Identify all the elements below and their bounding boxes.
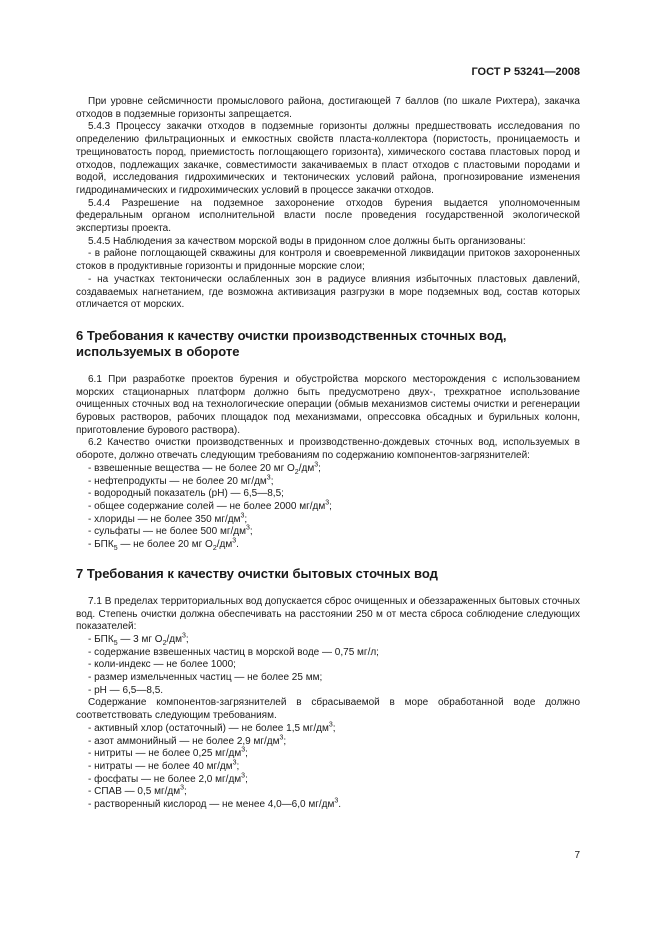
text-run: - азот аммонийный — не более 2,9 мг/дм <box>88 735 280 747</box>
sup-text: 3 <box>328 721 333 729</box>
text-run: - БПК <box>88 633 114 645</box>
text-run: - активный хлор (остаточный) — не более 1,5 мг/дм <box>88 722 329 734</box>
text-run: /дм <box>216 539 233 551</box>
list-item <box>76 723 580 736</box>
sup-text: 3 <box>241 772 246 780</box>
sup-text: 3 <box>314 461 319 469</box>
text-run: — 3 мг O <box>117 633 163 645</box>
paragraph: 6.2 Качество очистки производственных и производственно-дождевых сточных вод, используемых в обороте, должно отвечать следующим требованиям по содержанию компонентов-загрязнителей: <box>76 437 580 462</box>
text-run: - СПАВ — 0,5 мг/дм <box>88 786 181 798</box>
list-item <box>76 736 580 749</box>
list-item <box>76 501 580 514</box>
paragraph: 5.4.5 Наблюдения за качеством морской воды в придонном слое должны быть организованы: <box>88 235 526 247</box>
sup-text: 3 <box>325 499 330 507</box>
text-run: - БПК <box>88 539 114 551</box>
page-number: 7 <box>574 850 580 861</box>
sub-text: 2 <box>212 545 217 553</box>
text-run: ; <box>332 722 336 734</box>
text-run: - размер измельченных частиц — не более 25 мм; <box>88 672 323 684</box>
list-item <box>76 659 580 672</box>
list-item <box>76 761 580 774</box>
document-code-header: ГОСТ Р 53241—2008 <box>471 66 580 78</box>
list-item <box>76 786 580 799</box>
sub-text: 2 <box>294 468 299 476</box>
list-item <box>76 476 580 489</box>
paragraph: - в районе поглощающей скважины для контроля и своевременной ликвидации притоков захороненных стоков в продуктивные горизонты и придонные морские слои; <box>76 248 580 273</box>
paragraph: Содержание компонентов-загрязнителей в сбрасываемой в море обработанной воде должно соответствовать следующим требованиям. <box>76 697 580 722</box>
sup-text: 3 <box>279 734 284 742</box>
list-item <box>76 672 580 685</box>
sup-text: 3 <box>334 797 339 805</box>
sup-text: 3 <box>266 474 271 482</box>
text-run: ; <box>245 773 248 785</box>
section-spacer <box>76 552 580 566</box>
section-spacer <box>76 360 580 374</box>
text-run: - растворенный кислород — не менее 4,0—6,0 мг/дм <box>88 799 335 811</box>
section-spacer <box>76 582 580 596</box>
paragraph: 5.4.4 Разрешение на подземное захоронение отходов бурения выдается уполномоченным федеральным органом исполнительной власти после проведения государственной экологической экспертизы проекта. <box>76 197 580 235</box>
text-run: ; <box>184 786 187 798</box>
text-run: - содержание взвешенных частиц в морской воде — 0,75 мг/л; <box>88 646 379 658</box>
section-heading: 7 Требования к качеству очистки бытовых сточных вод <box>76 565 438 581</box>
paragraph: 7.1 В пределах территориальных вод допускается сброс очищенных и обеззараженных бытовых сточных вод. Степень очистки должна обеспечивать на расстоянии 250 м от места сброса соблюдение следующих показателей: <box>76 595 580 633</box>
sup-text: 3 <box>232 759 237 767</box>
text-run: ; <box>283 735 287 747</box>
list-item <box>76 647 580 660</box>
text-run: - водородный показатель (pH) — 6,5—8,5; <box>88 488 284 500</box>
text-run: - pH — 6,5—8,5. <box>88 684 164 696</box>
text-run: - нефтепродукты — не более 20 мг/дм <box>88 475 267 487</box>
text-run: /дм <box>166 633 182 645</box>
list-item <box>76 748 580 761</box>
section-heading: 6 Требования к качеству очистки производственных сточных вод, используемых в обороте <box>76 327 507 359</box>
sup-text: 3 <box>180 785 185 793</box>
text-run: . <box>236 539 239 551</box>
text-run: — не более 20 мг O <box>117 539 213 551</box>
text-run: ; <box>236 760 240 772</box>
list-item <box>76 799 580 812</box>
text-run: ; <box>245 748 248 760</box>
sub-text: 5 <box>113 545 118 553</box>
text-run: ; <box>270 475 274 487</box>
list-item <box>76 526 580 539</box>
text-run: /дм <box>298 462 315 474</box>
text-run: ; <box>244 513 248 525</box>
paragraph: 6.1 При разработке проектов бурения и обустройства морского месторождения с использованием морских стационарных платформ должно быть предусмотрено двух-, трехкратное использование очищенных сточных вод на технологические операции (обмыв механизмов системы очистки и регенерации буровых растворов, рабочих площадок под механизмами, опрессовка обсадных и бурильных колонн, приготовление бурового раствора). <box>76 373 580 436</box>
text-run: - хлориды — не более 350 мг/дм <box>88 513 241 525</box>
paragraph: - на участках тектонически ослабленных зон в радиусе влияния избыточных пластовых давлений, создаваемых нагнетанием, где возможна активизация разгрузки в море подземных вод, состав которых отличается от морских. <box>76 273 580 311</box>
sup-text: 3 <box>232 537 237 545</box>
section-spacer <box>76 312 580 328</box>
text-run: - коли-индекс — не более 1000; <box>88 659 236 671</box>
text-run: ; <box>318 462 321 474</box>
sup-text: 3 <box>240 512 245 520</box>
document-body <box>76 96 580 812</box>
paragraph: При уровне сейсмичности промыслового района, достигающей 7 баллов (по шкале Рихтера), закачка отходов в подземные горизонты запрещается. <box>76 96 580 120</box>
paragraph: 5.4.3 Процессу закачки отходов в подземные горизонты должны предшествовать исследования по определению фильтрационных и емкостных свойств пласта-коллектора (пористость, проницаемость и трещиноватость пород, приемистость поглощающего горизонта), химического состава пластовых пород и отходов, подлежащих закачке, совместимости закачиваемых в пласт отходов с пластовыми породами и водой, исследования гидрохимических и тектонических условий района, прогнозирование изменения гидродинамических и гидрохимических условий в процессе закачки отходов. <box>76 121 580 196</box>
text-run: - сульфаты — не более 500 мг/дм <box>88 526 246 538</box>
list-item <box>76 463 580 476</box>
text-run: . <box>338 799 342 811</box>
sup-text: 3 <box>181 632 186 640</box>
sub-text: 2 <box>162 639 167 647</box>
text-run: - нитриты — не более 0,25 мг/дм <box>88 748 242 760</box>
text-run: - взвешенные вещества — не более 20 мг O <box>88 462 295 474</box>
text-run: - общее содержание солей — не более 2000 мг/дм <box>88 500 326 512</box>
list-item <box>76 539 580 552</box>
text-run: ; <box>329 500 332 512</box>
list-item <box>76 514 580 527</box>
sup-text: 3 <box>245 525 250 533</box>
text-run: - нитраты — не более 40 мг/дм <box>88 760 233 772</box>
text-run: ; <box>185 633 189 645</box>
text-run: ; <box>249 526 253 538</box>
list-item <box>76 634 580 647</box>
list-item <box>76 685 580 698</box>
sub-text: 5 <box>113 639 118 647</box>
text-run: - фосфаты — не более 2,0 мг/дм <box>88 773 242 785</box>
sup-text: 3 <box>241 746 246 754</box>
list-item <box>76 774 580 787</box>
